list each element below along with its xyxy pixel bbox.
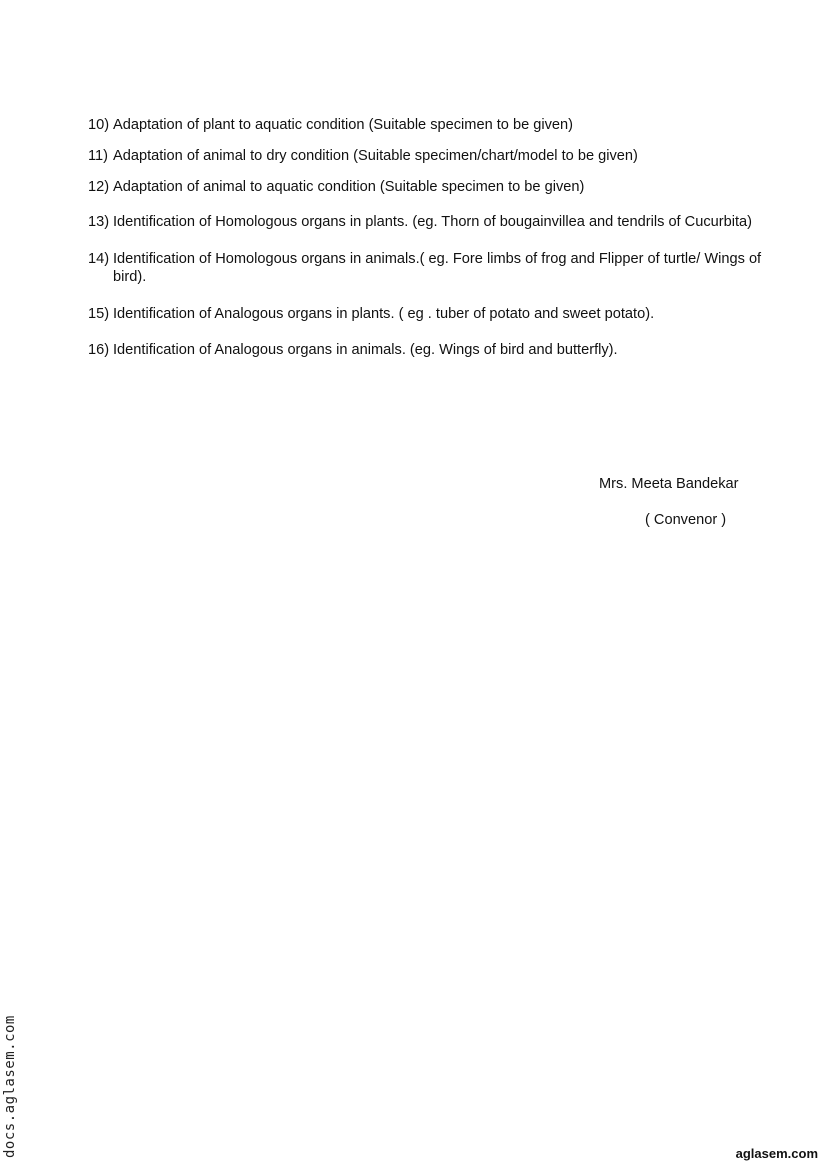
list-item (88, 147, 768, 165)
list-item-number: 12) (88, 179, 110, 195)
list-item-text: Adaptation of animal to dry condition (Suitable specimen/chart/model to be given) (113, 148, 638, 164)
list-item (88, 305, 768, 323)
list-item-number: 10) (88, 117, 110, 133)
list-item-number: 11) (88, 148, 109, 164)
signatory-role: ( Convenor ) (645, 512, 727, 528)
list-item-text: Identification of Homologous organs in animals.( eg. Fore limbs of frog and Flipper of turtle/ Wings of bird). (113, 251, 762, 285)
list-item-text: Identification of Analogous organs in plants. ( eg . tuber of potato and sweet potato). (113, 306, 655, 322)
practical-list (88, 116, 768, 359)
list-item-number: 13) (88, 214, 110, 230)
list-item-number: 14) (88, 251, 110, 267)
list-item-number: 16) (88, 342, 110, 358)
corner-watermark: aglasem.com (735, 1146, 818, 1161)
list-item (88, 341, 768, 359)
list-item (88, 178, 768, 196)
list-item (88, 250, 768, 286)
signatory-name: Mrs. Meeta Bandekar (599, 476, 739, 492)
list-item-text: Identification of Analogous organs in animals. (eg. Wings of bird and butterfly). (113, 342, 618, 358)
list-item-text: Adaptation of animal to aquatic condition (Suitable specimen to be given) (113, 179, 585, 195)
list-item-text: Identification of Homologous organs in plants. (eg. Thorn of bougainvillea and tendrils of Cucurbita) (113, 214, 752, 230)
list-item-number: 15) (88, 306, 110, 322)
list-item (88, 213, 768, 231)
list-item-text: Adaptation of plant to aquatic condition (Suitable specimen to be given) (113, 117, 574, 133)
side-watermark: docs.aglasem.com (2, 1015, 18, 1158)
list-item (88, 116, 768, 134)
